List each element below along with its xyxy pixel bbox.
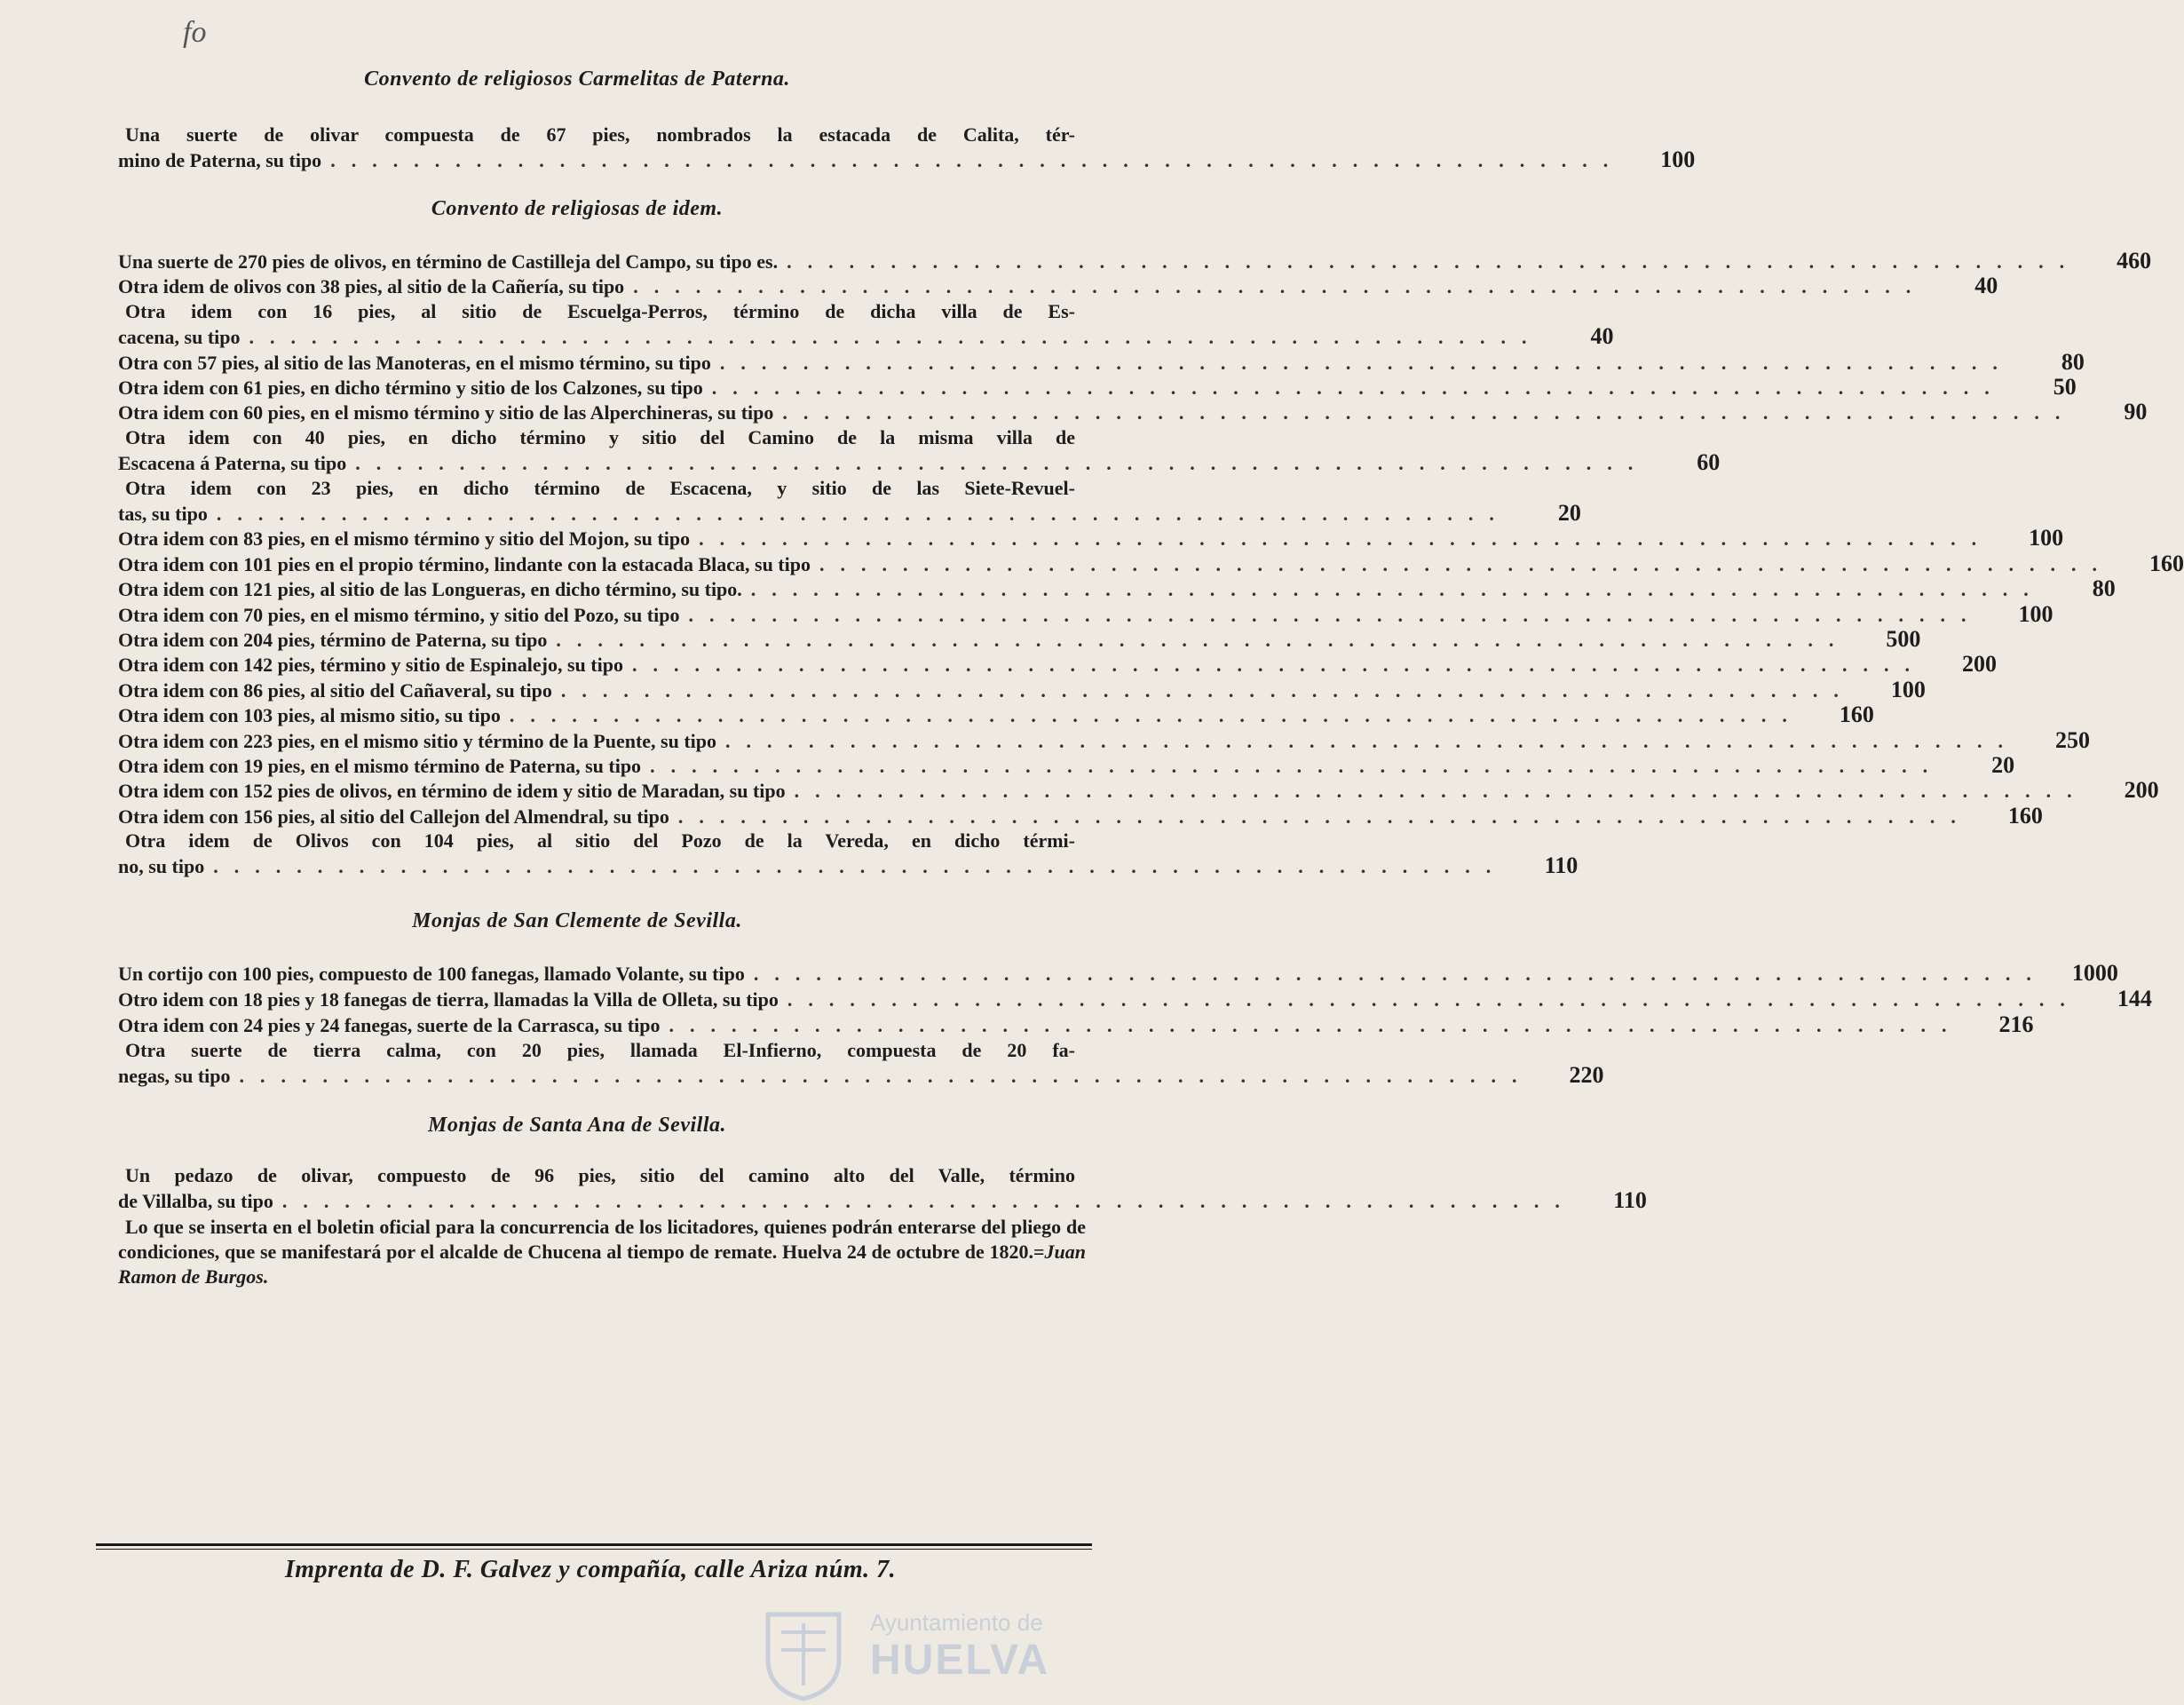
entry: Una suerte de 270 pies de olivos, en término de Castilleja del Campo, su tipo es. .............................................................. 460 [118,248,2152,274]
entry-price: 90 [2124,399,2148,425]
entry-price: 110 [1544,852,1579,879]
entry: Otra idem con 23 pies, en dicho término de Escacena, y sitio de las Siete-Revuel- tas, su tipo .............................................................. 20 [118,476,1581,526]
entry: Una suerte de olivar compuesta de 67 pies, nombrados la estacada de Calita, tér- mino de Paterna, su tipo .............................................................. 100 [118,123,1696,172]
entry-price: 20 [1991,752,2015,778]
entry-price: 20 [1557,499,1581,526]
entry: Otra idem con 19 pies, en el mismo término de Paterna, su tipo .............................................................. 20 [118,752,2015,778]
entry-price: 160 [1839,702,1874,728]
entry-price: 60 [1697,448,1721,475]
entry: Otra idem de Olivos con 104 pies, al sitio del Pozo de la Vereda, en dicho térmi- no, su tipo .............................................................. 110 [118,829,1579,879]
entry-price: 100 [2029,525,2064,551]
entry-price: 100 [1890,676,1926,702]
entry: Otra idem con 24 pies y 24 fanegas, suerte de la Carrasca, su tipo .............................................................. 216 [118,1011,2034,1037]
entry-price: 100 [2018,600,2053,627]
printer-imprint: Imprenta de D. F. Galvez y compañía, calle Ariza núm. 7. [284,1556,897,1583]
entry: Otra idem con 70 pies, en el mismo término, y sitio del Pozo, su tipo .............................................................. 100 [118,600,2053,627]
entry-price: 1000 [2071,960,2118,986]
section-title-san-clemente: Monjas de San Clemente de Sevilla. [412,909,742,932]
entry: Otro idem con 18 pies y 18 fanegas de tierra, llamadas la Villa de Olleta, su tipo .............................................................. 144 [118,986,2152,1011]
entry: Otra idem con 204 pies, término de Paterna, su tipo .............................................................. 500 [118,626,1921,652]
watermark-line2: HUELVA [870,1637,1050,1684]
entry-price: 200 [2124,777,2159,804]
city-shield-icon [755,1606,852,1703]
handwritten-page-number: fo [183,16,207,49]
entry-price: 50 [2053,374,2077,400]
entry: Otra idem con 101 pies en el propio término, lindante con la estacada Blaca, su tipo .............................................................. 160 [118,550,2184,576]
entry-price: 160 [2007,802,2043,829]
entry: Otra idem con 60 pies, en el mismo término y sitio de las Alperchineras, su tipo .............................................................. 90 [118,399,2148,425]
footer-rule-thin [96,1549,1092,1550]
entry: Otra idem con 156 pies, al sitio del Callejon del Almendral, su tipo .............................................................. 160 [118,802,2043,829]
entry: Otra idem con 103 pies, al mismo sitio, su tipo .............................................................. 160 [118,702,1874,728]
entry-price: 100 [1660,147,1696,172]
watermark [755,1606,1074,1703]
entry: Otra idem con 86 pies, al sitio del Cañaveral, su tipo .............................................................. 100 [118,676,1926,702]
entry: Otra idem con 61 pies, en dicho término y sitio de los Calzones, su tipo .............................................................. 50 [118,374,2077,400]
signature: Juan Ramon de Burgos. [118,1241,1086,1288]
entry: Otra idem con 152 pies de olivos, en término de idem y sitio de Maradan, su tipo .............................................................. 200 [118,777,2159,804]
entry-price: 250 [2055,726,2091,753]
section-title-santa-ana: Monjas de Santa Ana de Sevilla. [428,1114,726,1137]
entry: Otra idem con 83 pies, en el mismo término y sitio del Mojon, su tipo .............................................................. 100 [118,525,2064,551]
entry: Otra con 57 pies, al sitio de las Manoteras, en el mismo término, su tipo .............................................................. 80 [118,348,2085,375]
entry-price: 200 [1961,651,1997,678]
closing-paragraph: Lo que se inserta en el boletin oficial para la concurrencia de los licitadores, quienes podrán enterarse del pliego de condiciones, que se manifestará por el alcalde de Chucena al tiempo de remate. Huelva 24 de octubre de 1820.=Juan Ramon de Burgos. [118,1216,1086,1288]
section-title-carmelitas: Convento de religiosos Carmelitas de Paterna. [364,67,790,91]
entry: Otra idem con 223 pies, en el mismo sitio y término de la Puente, su tipo .............................................................. 250 [118,726,2091,753]
entry-price: 160 [2148,550,2184,576]
entry-price: 460 [2117,248,2152,274]
entry-price: 80 [2061,348,2085,375]
entry-price: 40 [1590,322,1614,349]
entry-price: 500 [1886,626,1921,652]
entry: Un cortijo con 100 pies, compuesto de 100 fanegas, llamado Volante, su tipo .............................................................. 1000 [118,960,2118,986]
entry-price: 40 [1974,273,1998,299]
entry-price: 110 [1613,1187,1647,1213]
entry: Otra idem con 121 pies, al sitio de las Longueras, en dicho término, su tipo. .............................................................. 80 [118,575,2116,602]
entry: Otra idem con 16 pies, al sitio de Escuelga-Perros, término de dicha villa de Es- cacena, su tipo .............................................................. 40 [118,299,1614,349]
entry: Otra idem con 40 pies, en dicho término y sitio del Camino de la misma villa de Escacena á Paterna, su tipo .............................................................. 60 [118,425,1721,475]
entry: Otra suerte de tierra calma, con 20 pies, llamada El-Infierno, compuesta de 20 fa- negas, su tipo .............................................................. 220 [118,1039,1604,1088]
entry: Otra idem de olivos con 38 pies, al sitio de la Cañería, su tipo .............................................................. 40 [118,273,1998,299]
entry-price: 216 [1998,1011,2034,1037]
section-title-religiosas: Convento de religiosas de idem. [431,197,724,220]
entry: Otra idem con 142 pies, término y sitio de Espinalejo, su tipo .............................................................. 200 [118,651,1997,678]
entry-price: 80 [2092,575,2116,602]
entry-price: 220 [1569,1062,1604,1088]
entry: Un pedazo de olivar, compuesto de 96 pies, sitio del camino alto del Valle, término de Villalba, su tipo .............................................................. 110 [118,1164,1647,1213]
footer-rule [96,1543,1092,1546]
entry-price: 144 [2117,986,2152,1011]
watermark-line1: Ayuntamiento de [870,1609,1043,1636]
